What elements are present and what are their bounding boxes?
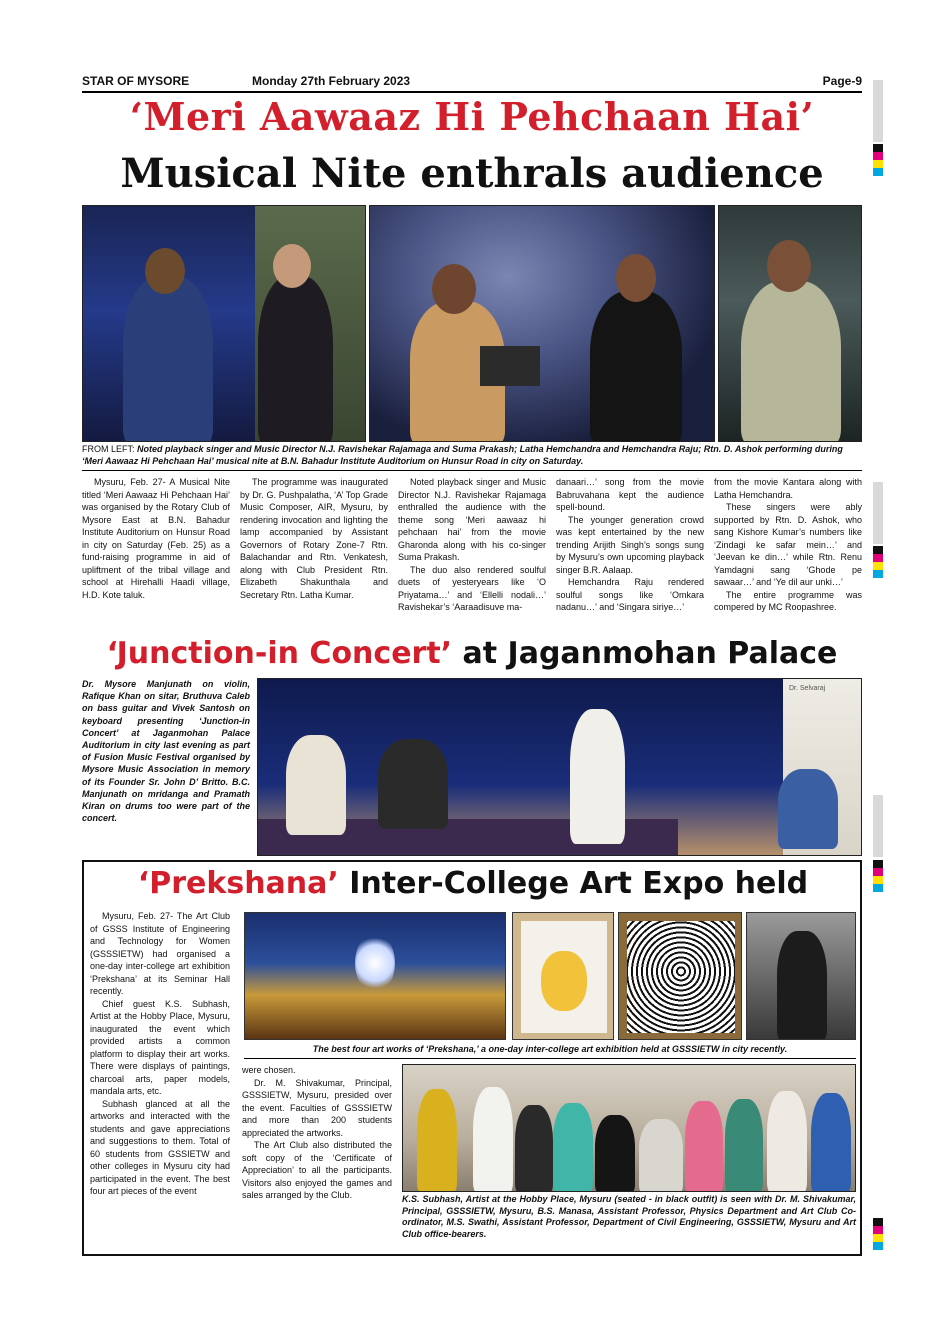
singer-figure: [123, 276, 213, 442]
paragraph: Mysuru, Feb. 27- The Art Club of GSSS Institute of Engineering and Technology for Women (GSSSIETW) had organised a one-day inter-college art exhibition ‘Prekshana’ at its Seminar Hall recently.: [90, 911, 230, 996]
artwork-ganesha-mandala: [618, 912, 742, 1040]
caption-lead: FROM LEFT:: [82, 444, 135, 454]
story2-headline-red: ‘Junction-in Concert’: [106, 636, 453, 671]
artwork-landscape: [244, 912, 506, 1040]
photo-ravishekar-suma: [82, 205, 366, 442]
paragraph: The entire programme was compered by MC Roopashree.: [714, 589, 862, 612]
story3-headline: [90, 866, 856, 901]
registration-swatch: [873, 1234, 883, 1242]
person-figure: [811, 1093, 851, 1192]
story3-headline-red: ‘Prekshana’: [137, 866, 339, 901]
registration-swatch: [873, 876, 883, 884]
artwork-pikachu: [512, 912, 614, 1040]
masthead-rule: [82, 91, 862, 93]
registration-bar: [873, 795, 883, 857]
person-figure: [639, 1119, 683, 1192]
singer-figure: [741, 281, 841, 442]
story3-column-1: [90, 910, 230, 1198]
caption-text: Noted playback singer and Music Director N.J. Ravishekar Rajamaga and Suma Prakash; Latha Hemchandra and Hemchandra Raju; Rtn. D. Ashok performing during ‘Meri Aawaaz Hi Pehchaan Hai’ musical nite at B.N. Bahadur Institute Auditorium on Hunsur Road in city on Saturday.: [82, 444, 843, 466]
person-figure: [685, 1101, 723, 1192]
paragraph: Chief guest K.S. Subhash, Artist at the Hobby Place, Mysuru, inaugurated the event which provided artists a common platform to display their art works. There were displays of paintings, charcoal arts, paper models, mandala arts, etc.: [90, 998, 230, 1096]
singer-head: [273, 244, 311, 288]
mandala-pattern: [627, 921, 735, 1033]
person-figure: [553, 1103, 593, 1192]
person-figure: [417, 1089, 457, 1192]
paper-name: STAR OF MYSORE: [82, 74, 190, 88]
paragraph: Dr. M. Shivakumar, Principal, GSSSIETW, Mysuru, presided over the event. Faculties of GSSSIETW and more than 200 students appreciated the artworks.: [242, 1077, 392, 1138]
story2-headline-black: at Jaganmohan Palace: [452, 636, 838, 671]
group-photo-caption: K.S. Subhash, Artist at the Hobby Place, Mysuru (seated - in black outfit) is seen with Dr. M. Shivakumar, Principal, GSSSIETW, Mysuru, B.S. Manasa, Assistant Professor, Physics Department and Art Club Co-ordinator, M.S. Swathi, Assistant Professor, Department of Civil Engineering, GSSSIETW, Mysuru and Art Club office-bearers.: [402, 1194, 856, 1239]
pikachu-figure: [541, 951, 587, 1011]
story1-column-5: [714, 476, 862, 614]
sitarist-figure: [378, 739, 448, 829]
singer-figure: [258, 276, 333, 442]
paragraph: The Art Club also distributed the soft copy of the ‘Certificate of Appreciation’ to all the participants. Visitors also enjoyed the games and sales arranged by the Club.: [242, 1140, 392, 1200]
story1-photo-caption: [82, 444, 862, 467]
artwork-canvas: [521, 921, 607, 1033]
story2-caption: Dr. Mysore Manjunath on violin, Rafique Khan on sitar, Bruthuva Caleb on bass guitar and Vivek Santosh on keyboard presenting ‘Junction-in Concert’ at Jaganmohan Palace Auditorium in city last evening as part of Fusion Music Festival organised by Mysore Music Association in memory of its Founder Sr. John D’ Britto. B.C. Manjunath on mridanga and Pramath Kiran on drums too were part of the concert.: [82, 679, 250, 824]
paragraph: Mysuru, Feb. 27- A Musical Nite titled ‘Meri Aawaaz Hi Pehchaan Hai’ was organised by the Rotary Club of Mysore East at B.N. Bahadur Institute Auditorium on Hunsur Road in city on Saturday (Feb. 25) as a fund-raising programme in aid of upliftment of the tribal village and school at Hirehalli Haadi village, H.D. Kote taluk.: [82, 477, 230, 600]
photo-junction-concert: [257, 678, 862, 856]
story1-column-2: [240, 476, 388, 601]
artwork-light: [355, 933, 395, 993]
caption-rule: [244, 1058, 856, 1059]
registration-swatch: [873, 1226, 883, 1234]
registration-swatch: [873, 546, 883, 554]
registration-swatch: [873, 168, 883, 176]
person-figure: [767, 1091, 807, 1192]
story1-column-4: [556, 476, 704, 614]
singer-head: [616, 254, 656, 302]
registration-swatch: [873, 1242, 883, 1250]
warrior-figure: [777, 931, 827, 1040]
photo-hemchandra-duo: [369, 205, 715, 442]
paragraph: danaari…’ song from the movie Babruvahana kept the audience spell-bound.: [556, 477, 704, 512]
person-figure: [515, 1105, 553, 1192]
podium: [480, 346, 540, 386]
registration-swatch: [873, 570, 883, 578]
singer-head: [767, 240, 811, 292]
registration-swatch: [873, 868, 883, 876]
artworks-caption: The best four art works of ‘Prekshana,’ a one-day inter-college art exhibition held at GSSSIETW in city recently.: [312, 1044, 788, 1054]
violinist-figure: [286, 735, 346, 835]
registration-swatch: [873, 1218, 883, 1226]
guitarist-figure: [570, 709, 625, 844]
story1-headline-red: ‘Meri Aawaaz Hi Pehchaan Hai’: [129, 94, 815, 139]
story1-headline: Musical Nite enthrals audience: [120, 150, 824, 197]
registration-swatch: [873, 160, 883, 168]
registration-bar: [873, 482, 883, 544]
photo-ashok: [718, 205, 862, 442]
story1-column-1: [82, 476, 230, 601]
paragraph: The duo also rendered soulful duets of yesteryears like ‘O Priyatama…’ and ‘Ellelli nodali…’ Ravishekar’s ‘Aaraadisuve ma-: [398, 564, 546, 612]
registration-swatch: [873, 554, 883, 562]
registration-swatch: [873, 152, 883, 160]
paragraph: The younger generation crowd was kept entertained by the new trending Arijith Singh’s songs sung by Mysuru’s own upcoming playback singer B.R. Aalaap.: [556, 514, 704, 575]
singer-head: [432, 264, 476, 314]
registration-swatch: [873, 884, 883, 892]
paragraph: Subhash glanced at all the artworks and interacted with the students and gave appreciations and suggestions to them. Total of 60 students from GSSIETW and other colleges in Mysuru city had participated in the event. The best four art pieces of the event: [90, 1098, 230, 1196]
paragraph: Hemchandra Raju rendered soulful songs like ‘Omkara nadanu…’ and ‘Singara siriye…’: [556, 577, 704, 612]
registration-swatch: [873, 562, 883, 570]
registration-swatch: [873, 860, 883, 868]
paragraph: Noted playback singer and Music Director N.J. Ravishekar Rajamaga enthralled the audience with the theme song ‘Meri aawaaz hi pehchaan hai’ from the movie Gharonda along with his co-singer Suma Prakash.: [398, 477, 546, 562]
singer-head: [145, 248, 185, 294]
paragraph: The programme was inaugurated by Dr. G. Pushpalatha, ‘A’ Top Grade Music Composer, AIR, Mysuru, by rendering invocation and lighting the lamp accompanied by Assistant Governors of Rotary Zone-7 Rtn. Balachandar and Rtn. Venkatesh, along with Club President Rtn. Elizabeth Shakunthala and Secretary Rtn. Latha Kumar.: [240, 477, 388, 600]
registration-bar: [873, 80, 883, 142]
registration-swatch: [873, 144, 883, 152]
person-figure: [725, 1099, 763, 1192]
story3-headline-black: Inter-College Art Expo held: [338, 866, 809, 901]
masthead: [82, 74, 862, 90]
banner-text: Dr. Selvaraj: [789, 685, 826, 692]
photo-art-club-group: [402, 1064, 856, 1192]
paragraph: These singers were ably supported by Rtn. D. Ashok, who sang Kishore Kumar’s numbers like ‘Zindagi ke safar mein…’ and ‘Jeevan ke din…’ while Rtn. Renu Yamdagni sang ‘Ghode pe sawaar…’ and ‘Ye dil aur unki…’: [714, 502, 862, 587]
story2-headline: [82, 636, 862, 676]
person-figure: [473, 1087, 513, 1192]
artwork-charcoal-warrior: [746, 912, 856, 1040]
story3-column-2: [242, 1064, 392, 1202]
issue-date: Monday 27th February 2023: [252, 74, 411, 88]
keyboardist-figure: [778, 769, 838, 849]
caption-rule: [82, 470, 862, 471]
paragraph: were chosen.: [242, 1065, 296, 1075]
paragraph: from the movie Kantara along with Latha Hemchandra.: [714, 477, 862, 500]
person-figure: [595, 1115, 635, 1192]
singer-figure: [590, 291, 682, 442]
story1-column-3: [398, 476, 546, 614]
page-number: Page-9: [822, 74, 862, 88]
